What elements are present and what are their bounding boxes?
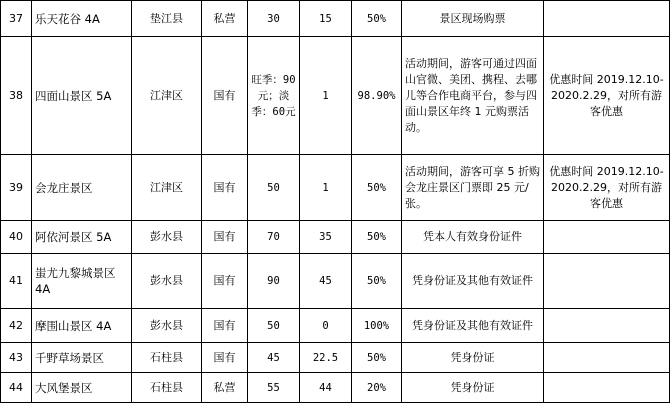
ticket-price: 30: [248, 1, 300, 37]
discount-price: 0: [300, 309, 352, 343]
row-number: 42: [1, 309, 32, 343]
table-row: [1, 309, 670, 343]
discount-rate: 98.90%: [352, 37, 402, 155]
county: 彭水县: [132, 221, 202, 254]
county: 江津区: [132, 155, 202, 221]
discount-note: 活动期间，游客可通过四面山官微、美团、携程、去哪儿等合作电商平台，参与四面山景区年终 1 元购票活动。: [402, 37, 544, 155]
county: 石柱县: [132, 373, 202, 403]
discount-period: [544, 221, 670, 254]
discount-price: 1: [300, 37, 352, 155]
scenic-name: 四面山景区 5A: [32, 37, 132, 155]
ownership: 私营: [202, 1, 248, 37]
discount-price: 44: [300, 373, 352, 403]
discount-note: 凭身份证: [402, 343, 544, 373]
ownership: 私营: [202, 373, 248, 403]
county: 彭水县: [132, 254, 202, 309]
row-number: 44: [1, 373, 32, 403]
ticket-price: 45: [248, 343, 300, 373]
discount-rate: 50%: [352, 155, 402, 221]
scenic-name: 摩围山景区 4A: [32, 309, 132, 343]
discount-note: 凭身份证及其他有效证件: [402, 254, 544, 309]
discount-price: 1: [300, 155, 352, 221]
discount-period: [544, 343, 670, 373]
row-number: 37: [1, 1, 32, 37]
ownership: 国有: [202, 155, 248, 221]
table-row: [1, 1, 670, 37]
discount-price: 45: [300, 254, 352, 309]
county: 江津区: [132, 37, 202, 155]
row-number: 38: [1, 37, 32, 155]
ownership: 国有: [202, 343, 248, 373]
discount-note: 凭身份证及其他有效证件: [402, 309, 544, 343]
ticket-price: 90: [248, 254, 300, 309]
discount-rate: 50%: [352, 254, 402, 309]
table-row: [1, 221, 670, 254]
discount-period: [544, 254, 670, 309]
ownership: 国有: [202, 309, 248, 343]
table-row: [1, 373, 670, 403]
discount-period: [544, 309, 670, 343]
discount-note: 景区现场购票: [402, 1, 544, 37]
scenic-name: 蚩尤九黎城景区 4A: [32, 254, 132, 309]
county: 石柱县: [132, 343, 202, 373]
ticket-price: 旺季：90元；淡季：60元: [248, 37, 300, 155]
ticket-price: 50: [248, 155, 300, 221]
county: 彭水县: [132, 309, 202, 343]
row-number: 43: [1, 343, 32, 373]
discount-price: 15: [300, 1, 352, 37]
discount-note: 凭身份证: [402, 373, 544, 403]
scenic-name: 千野草场景区: [32, 343, 132, 373]
discount-note: 凭本人有效身份证件: [402, 221, 544, 254]
scenic-name: 乐天花谷 4A: [32, 1, 132, 37]
scenic-name: 大风堡景区: [32, 373, 132, 403]
county: 垫江县: [132, 1, 202, 37]
table-row: [1, 343, 670, 373]
row-number: 41: [1, 254, 32, 309]
row-number: 40: [1, 221, 32, 254]
ownership: 国有: [202, 254, 248, 309]
ticket-price: 70: [248, 221, 300, 254]
ownership: 国有: [202, 37, 248, 155]
discount-note: 活动期间，游客可享 5 折购会龙庄景区门票即 25 元/张。: [402, 155, 544, 221]
table-row: [1, 37, 670, 155]
discount-rate: 20%: [352, 373, 402, 403]
discount-period: 优惠时间 2019.12.10-2020.2.29，对所有游客优惠: [544, 155, 670, 221]
table-row: [1, 254, 670, 309]
discount-rate: 100%: [352, 309, 402, 343]
row-number: 39: [1, 155, 32, 221]
ticket-price: 50: [248, 309, 300, 343]
ownership: 国有: [202, 221, 248, 254]
discount-rate: 50%: [352, 1, 402, 37]
scenic-name: 阿依河景区 5A: [32, 221, 132, 254]
table-row: [1, 155, 670, 221]
discount-price: 35: [300, 221, 352, 254]
discount-period: [544, 1, 670, 37]
scenic-name: 会龙庄景区: [32, 155, 132, 221]
discount-price: 22.5: [300, 343, 352, 373]
discount-period: 优惠时间 2019.12.10-2020.2.29，对所有游客优惠: [544, 37, 670, 155]
discount-period: [544, 373, 670, 403]
discount-rate: 50%: [352, 343, 402, 373]
discount-rate: 50%: [352, 221, 402, 254]
ticket-price: 55: [248, 373, 300, 403]
